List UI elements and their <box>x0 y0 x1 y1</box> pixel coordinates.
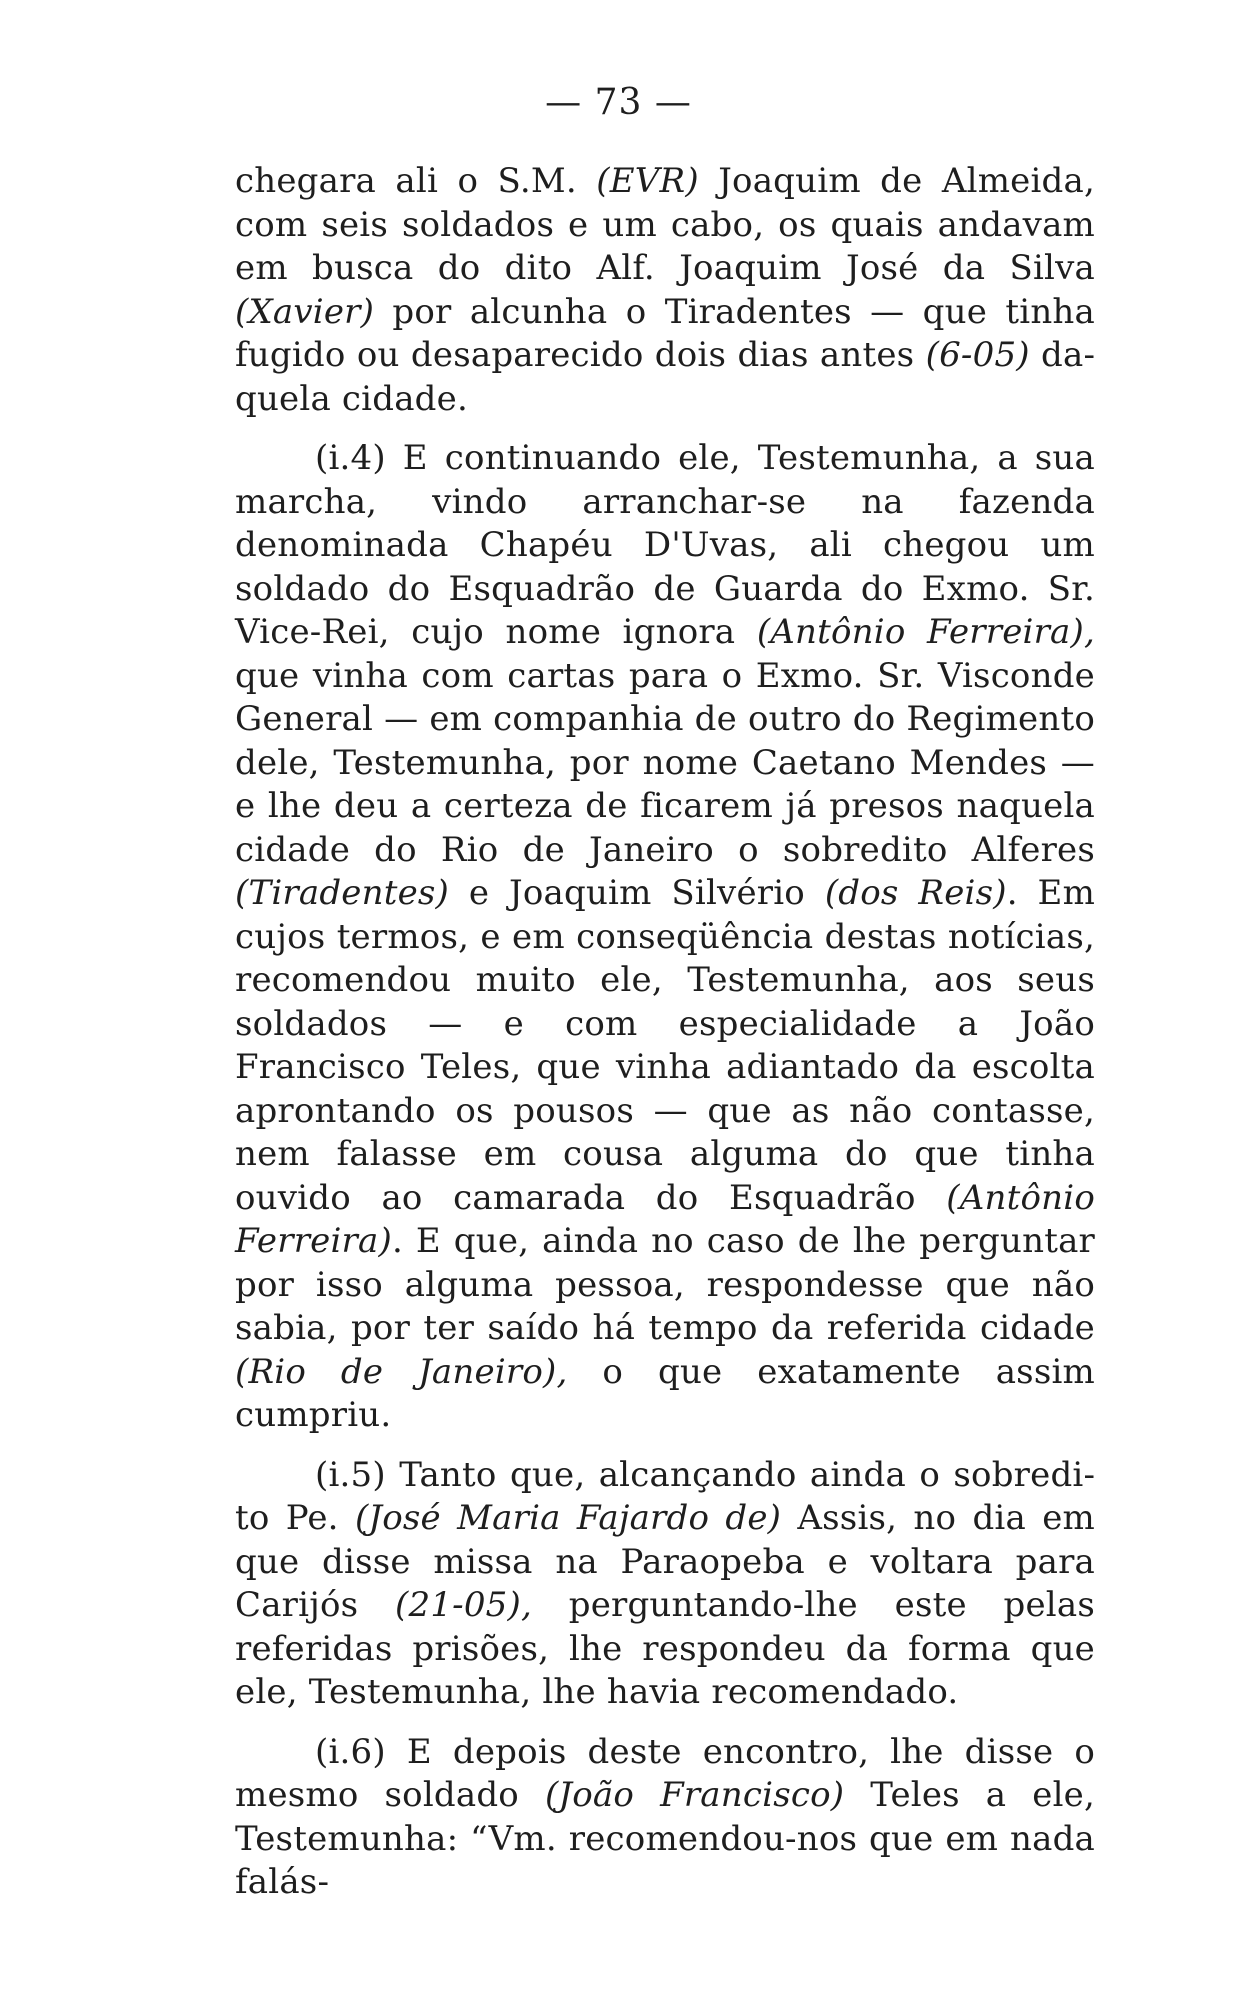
page-number: — 73 — <box>545 82 692 123</box>
italic-annotation: (EVR) <box>596 161 699 201</box>
body-text <box>235 160 1095 1905</box>
text-run: o que exatamente assim cumpriu. <box>235 1351 1095 1435</box>
text-run: daquela cidade. <box>235 335 1095 419</box>
italic-annotation: (João Francisco) <box>544 1775 845 1815</box>
text-run: . Em cujos termos, e em conseqüência destas notícias, recomendou muito ele, Testemunha, aos seus soldados — e com especialidade a João Francisco Teles, que vinha adiantado da escolta aprontando os pousos — que as não contasse, nem falasse em cousa alguma do que tinha ouvido ao camarada do Esquadrão <box>235 873 1096 1218</box>
italic-annotation: (Antônio Ferreira), <box>756 612 1095 652</box>
text-run: (i.5) Tanto que, alcançando ainda o sobredito Pe. <box>235 1454 1095 1538</box>
italic-annotation: (Tiradentes) <box>235 873 450 913</box>
text-run: . E que, ainda no caso de lhe perguntar por isso alguma pessoa, respondesse que não sabia, por ter saído há tempo da referida cidade <box>235 1221 1095 1348</box>
text-run: (i.4) E continuando ele, Testemunha, a sua marcha, vindo arranchar-se na fazenda denominada Chapéu D'Uvas, ali chegou um soldado do Esquadrão de Guarda do Exmo. Sr. Vice-Rei, cujo nome ignora <box>235 438 1095 652</box>
italic-annotation: (Xavier) <box>235 291 375 332</box>
italic-annotation: (José Maria Fajardo de) <box>354 1498 782 1538</box>
text-run: (i.6) E depois deste encontro, lhe disse o mesmo soldado <box>235 1731 1095 1815</box>
text-run: que vinha com cartas para o Exmo. Sr. Visconde General — em companhia de outro do Regimento dele, Testemunha, por nome Caetano Mendes — e lhe deu a certeza de ficarem já presos naquela cidade do Rio de Janeiro o sobredito Alferes <box>235 655 1095 870</box>
paragraph-3 <box>235 1454 1095 1715</box>
text-run: chegara ali o S.M. <box>235 161 597 201</box>
italic-annotation: (Antônio Ferreira) <box>235 1177 1095 1261</box>
italic-annotation: (dos Reis) <box>824 873 1007 913</box>
text-run: perguntando-lhe este pelas referidas prisões, lhe respondeu da forma que ele, Testemunha, lhe havia recomendado. <box>235 1585 1095 1712</box>
italic-annotation: (Rio de Janeiro), <box>235 1351 568 1392</box>
text-run: Teles a ele, Testemunha: “Vm. recomendou-nos que em nada falás- <box>235 1775 1095 1902</box>
text-run: Assis, no dia em que disse missa na Paraopeba e voltara para Carijós <box>235 1498 1095 1625</box>
paragraph-4 <box>235 1731 1095 1905</box>
text-run: Joaquim de Almeida, com seis soldados e um cabo, os quais andavam em busca do dito Alf. Joaquim José da Silva <box>235 161 1095 288</box>
italic-annotation: (21-05), <box>395 1585 532 1625</box>
paragraph-2 <box>235 437 1095 1438</box>
text-run: por alcunha o Tiradentes — que tinha fugido ou desaparecido dois dias antes <box>235 291 1095 375</box>
italic-annotation: (6-05) <box>925 335 1030 375</box>
paragraph-1 <box>235 160 1095 421</box>
text-run: e Joaquim Silvério <box>449 873 825 913</box>
